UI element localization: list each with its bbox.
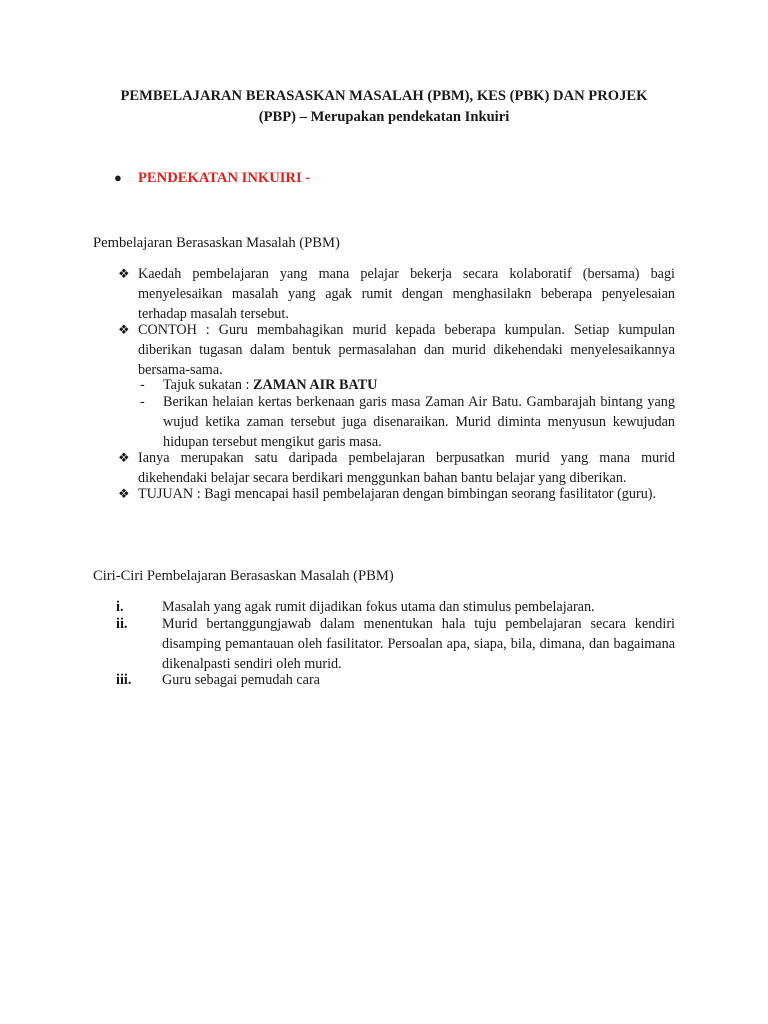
list-number: ii. xyxy=(116,616,128,632)
list-item xyxy=(118,484,675,504)
roman-list-item xyxy=(114,614,675,674)
list-item-text: CONTOH : Guru membahagikan murid kepada beberapa kumpulan. Setiap kumpulan diberikan tugasan dalam bentuk permasalahan dan murid dikehendaki menyelesaikannya bersama-sama. xyxy=(138,322,675,378)
dash-bullet: - xyxy=(140,394,145,410)
list-item-text: Ianya merupakan satu daripada pembelajaran berpusatkan murid yang mana murid dikehendaki belajar secara berdikari menggunkan bahan bantu belajar yang diberikan. xyxy=(138,450,675,486)
list-item xyxy=(118,448,675,488)
list-item xyxy=(118,320,675,380)
section-heading-ciri-ciri: Ciri-Ciri Pembelajaran Berasaskan Masalah (PBM) xyxy=(93,568,394,584)
inquiry-label: PENDEKATAN INKUIRI - xyxy=(138,170,311,186)
list-number: iii. xyxy=(116,672,132,688)
dash-bullet: - xyxy=(140,377,145,393)
sub-list-item xyxy=(140,392,675,452)
document-title xyxy=(90,86,678,128)
bullet-icon: ● xyxy=(114,170,122,185)
list-item-text: Murid bertanggungjawab dalam menentukan hala tuju pembelajaran secara kendiri disamping pemantauan oleh fasilitator. Persoalan apa, siapa, bila, dimana, dan bagaimana dikenalpasti sendiri oleh murid. xyxy=(162,616,675,672)
list-item xyxy=(118,264,675,324)
list-number: i. xyxy=(116,599,124,615)
title-line-2: (PBP) – Merupakan pendekatan Inkuiri xyxy=(258,109,510,125)
list-item-text: Kaedah pembelajaran yang mana pelajar bekerja secara kolaboratif (bersama) bagi menyelesaikan masalah yang agak rumit dengan menghasilakn beberapa penyelesaian terhadap masalah tersebut. xyxy=(138,266,675,322)
diamond-bullet-icon: ❖ xyxy=(118,450,130,465)
topic-prefix: Tajuk sukatan : xyxy=(163,377,254,393)
sub-list-item-text: Berikan helaian kertas berkenaan garis masa Zaman Air Batu. Gambarajah bintang yang wujud ketika zaman tersebut juga disenaraikan. Murid diminta menyusun kewujudan hidupan tersebut mengikut garis masa. xyxy=(163,394,675,450)
topic-title: ZAMAN AIR BATU xyxy=(253,377,378,393)
diamond-bullet-icon: ❖ xyxy=(118,266,130,281)
roman-list-item xyxy=(114,670,675,690)
diamond-bullet-icon: ❖ xyxy=(118,486,130,501)
title-line-1: PEMBELAJARAN BERASASKAN MASALAH (PBM), KES (PBK) DAN PROJEK xyxy=(120,88,648,104)
list-item-text: TUJUAN : Bagi mencapai hasil pembelajaran dengan bimbingan seorang fasilitator (guru). xyxy=(138,486,657,502)
section-heading-pbm: Pembelajaran Berasaskan Masalah (PBM) xyxy=(93,235,340,251)
list-item-text: Masalah yang agak rumit dijadikan fokus utama dan stimulus pembelajaran. xyxy=(162,599,595,615)
list-item-text: Guru sebagai pemudah cara xyxy=(162,672,320,688)
diamond-bullet-icon: ❖ xyxy=(118,322,130,337)
